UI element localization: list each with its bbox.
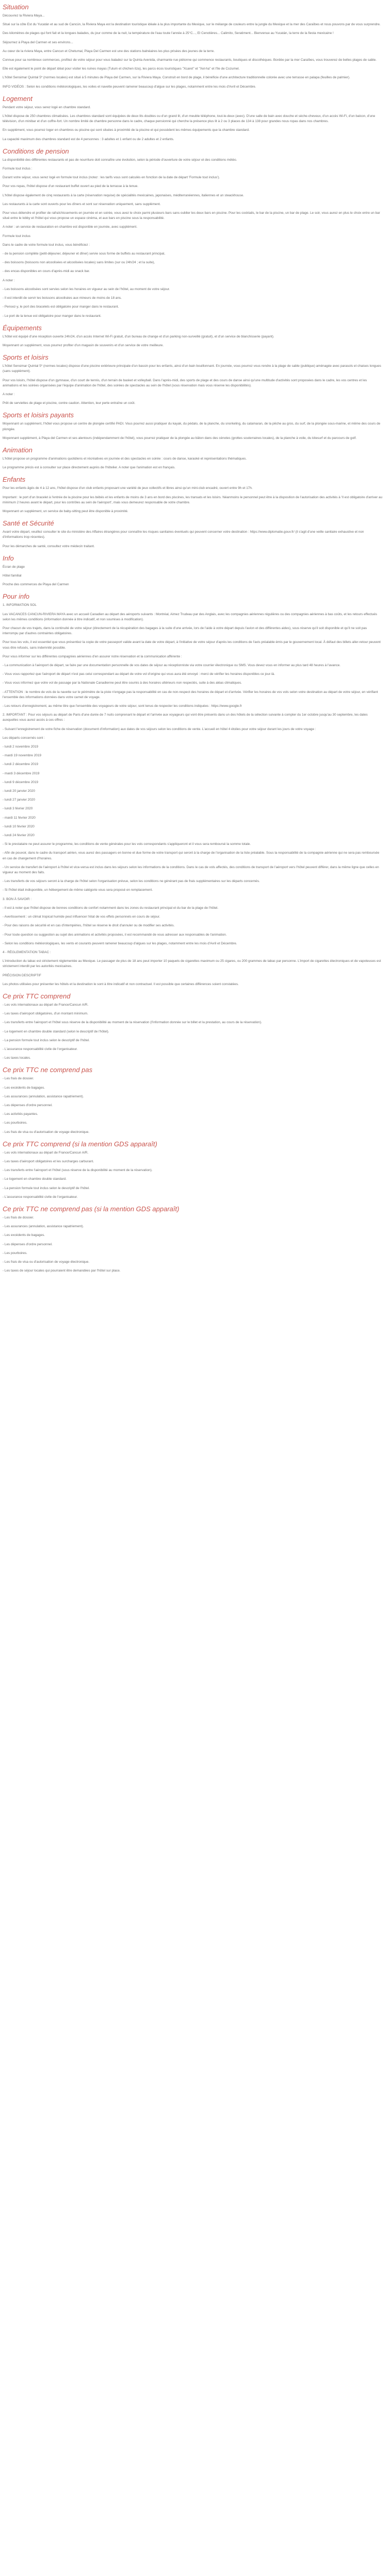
section-title: Ce prix TTC comprend (si la mention GDS apparaît) <box>3 1140 157 1148</box>
section-paragraph: - Le logement en chambre double standard (selon le descriptif de l'hôtel). <box>3 1029 109 1033</box>
section <box>3 353 383 406</box>
section-paragraph: - Un service de transfert de l'aéroport à l'hôtel et vice-versa est inclus dans les séjours selon les informations de la conditions. Dans le cas de vols affectés, des conditions de transport de l'aéroport vers l'hôtel peuvent différer, dans la même ligne que celles en vigueur au moment des faits. <box>3 865 379 875</box>
section-paragraph: Les photos utilisées pour présenter les hôtels et la destination le sont à titre indicatif et non contractuel. Il est possible que certaines différences soient constatées. <box>3 982 239 986</box>
section-paragraph: PRÉCISION DESCRIPTIF <box>3 973 41 977</box>
section <box>3 592 383 987</box>
section-paragraph: Pour vos loisirs, l'hôtel dispose d'un gymnase, d'un court de tennis, d'un terrain de basket et volleyball. Dans l'après-midi, des sports de plage et des cours de danse ainsi qu'une multitude d'activités sont proposées dans le cadre, les vos centres et les animations et les soirées organisées par l'équipe d'animation de l'hôtel, des soirées de spectacles au sein de l'hôtel (sous réservation mais vous réserve les disponibilités). <box>3 378 367 387</box>
section-paragraph: Pour chacun de vos trajets, dans la continuité de votre séjour (directement de la récupération des bagages à la suite d'une arrivée, lors de l'aide à votre départ depuis l'avion et des différentes aides), sous réserve qu'il soit disponible et qu'il ne soit pas interrompu par d'autres contraintes obligatoires. <box>3 626 367 636</box>
section <box>3 1140 383 1200</box>
section-paragraph: - La communication à l'aéroport de départ, se faire par une documentation personnelle de vos dates de séjour au réceptionniste via votre courrier électronique ou SMS. Vous devez vous en informer au plus tard 48 heures à l'avance. <box>3 664 341 667</box>
section-paragraph: Pour les démarches de santé, consultez votre médecin traitant. <box>3 544 95 548</box>
section-paragraph: Pour les enfants âgés de 4 à 12 ans, l'hôtel dispose d'un club enfants proposant une variété de jeux collectifs et libres ainsi qu'un mini-club encadré, ouvert entre 9h et 17h. <box>3 486 253 490</box>
section-paragraph: Moyennant supplément, à Playa del Carmen et ses alentours (indépendamment de l'hôtel), vous pourrez pratiquer de la plongée au bâton dans des cénotes (grottes souterraines locales), de la planche à voile, du kitesurf et du parcours de golf. <box>3 436 357 440</box>
section-paragraph: - Les taxes d'aéroport obligatoires, d'un montant minimum. <box>3 1012 88 1016</box>
section <box>3 476 383 514</box>
section-paragraph: Pendant votre séjour, vous serez logé en chambre standard. <box>3 105 91 109</box>
section-paragraph: - Si l'hôtel était indisponible, un hébergement de même catégorie vous sera proposé en remplacement. <box>3 888 153 892</box>
section-paragraph: - ATTENTION : le nombre de vols de la navette sur le périmètre de la piste n'engage pas la responsabilité en cas de non-respect des horaires de départ et d'arrivée. Vérifier les horaires de vos vols selon votre destination au départ de votre séjour, en vérifiant l'ensemble des informations données dans votre carnet de voyage. <box>3 690 378 699</box>
section-paragraph: - mardi 3 décembre 2019 <box>3 771 40 775</box>
section-title: Équipements <box>3 324 42 332</box>
section-paragraph: - lundi 2 décembre 2019 <box>3 762 38 767</box>
section <box>3 554 383 588</box>
section-title: Ce prix TTC ne comprend pas <box>3 1066 93 1074</box>
section <box>3 1205 383 1274</box>
section-paragraph: Important : le port d'un bracelet à l'entrée de la piscine pour les bébés et les enfants de moins de 3 ans en bord des piscines, les transats et les loisirs. Néanmoins le personnel peut être à la disposition de l'autorisation des activités à 'Il est obligatoire d'arriver au minimum 2 heures avant le départ, pour les contrôles au sein de l'aéroport', mais vous demeurez responsable de votre chambre. <box>3 495 383 504</box>
section-paragraph: - Vous vous informez que votre vol de passage par la Nationale Canadienne peut être soumis à des horaires ultérieurs non respectés, suite à des aléas climatiques. <box>3 681 242 685</box>
section-paragraph: Écran de plage <box>3 565 25 569</box>
section-paragraph: - lundi 24 février 2020 <box>3 834 35 838</box>
section-paragraph: - lundi 2 novembre 2019 <box>3 745 38 749</box>
section-title: Info <box>3 554 14 562</box>
section-title: Sports et loisirs payants <box>3 411 74 419</box>
section-paragraph: Moyennant un supplément, vous pourrez profiter d'un magasin de souvenirs et d'un service de votre meilleure. <box>3 343 164 347</box>
section <box>3 446 383 470</box>
section-title: Logement <box>3 94 32 103</box>
section-paragraph: - Les dépenses d'ordre personnel. <box>3 1103 53 1107</box>
section-paragraph: - Les assurances (annulation, assistance rapatriement). <box>3 1225 84 1229</box>
section-paragraph: - lundi 20 janvier 2020 <box>3 789 35 793</box>
section-paragraph: - mardi 11 février 2020 <box>3 816 36 820</box>
section-paragraph: - lundi 10 février 2020 <box>3 824 35 828</box>
section <box>3 519 383 549</box>
section-paragraph: - Les frais de dossier. <box>3 1215 34 1219</box>
section-paragraph: - Les activités payantes. <box>3 1112 38 1116</box>
section-paragraph: - Les frais de visa ou d'autorisation de voyage électronique. <box>3 1260 90 1264</box>
section-paragraph: - Avertissement : un climat tropical humide peut influencer l'état de vos effets personnels en cours de séjour. <box>3 915 160 919</box>
section-paragraph: Pour vous détendre et profiter de rafraîchissements en journée et en soirée, vous avez le choix parmi plusieurs bars sans oublier les deux bars en piscine. Pour les cocktails, le bar de la piscine, un bar de plage. Le soir, vous aurez en plus le choix entre un bar situé entre le lobby et l'hôtel qui vous propose un espace cinéma, et aux bars en piscine sous la responsabilité. <box>3 211 380 221</box>
section-paragraph: - Vous vous rapportez que l'aéroport de départ n'est pas celui correspondant au départ de votre vol d'origine qui vous aura été envoyé : merci de vérifier les horaires disponibles ce jour-là. <box>3 672 275 676</box>
section <box>3 1066 383 1134</box>
section-paragraph: - Pensez-y, le port des bracelets est obligatoire pour manger dans le restaurant. <box>3 305 119 309</box>
section-paragraph: La capacité maximum des chambres standard est de 4 personnes : 3 adultes et 1 enfant ou de 2 adultes et 2 enfants. <box>3 137 174 141</box>
section-paragraph: A noter : <box>3 392 15 396</box>
section-title: Animation <box>3 446 32 454</box>
section-paragraph: - des encas disponibles en cours d'après-midi au snack bar. <box>3 269 90 274</box>
section-paragraph: La disponibilité des différentes restaurants et pas de nourriture doit connaître une évolution, selon la période d'ouverture de votre séjour et des conditions météo. <box>3 158 237 162</box>
section-paragraph: - Les pourboires. <box>3 1121 27 1125</box>
section-paragraph: - Les taxes locales. <box>3 1056 31 1060</box>
section-paragraph: - mardi 19 novembre 2019 <box>3 754 41 758</box>
section-paragraph: INFO VIDÉOS : Selon les conditions météorologiques, les voiles et navette peuvent ramener beaucoup d'algue sur les plages, notamment entre les mois d'Avril et Décembre. <box>3 84 256 89</box>
section-paragraph: 1. INFORMATION SOL <box>3 603 37 607</box>
section-paragraph: - Les vols internationaux au départ de France/Cancun A/R. <box>3 1150 89 1155</box>
section-paragraph: - Les transferts de vos séjours seront à la charge de l'hôtel selon l'organisation prévue, selon les conditions ne générant pas de frais supplémentaires sur les départs concernés. <box>3 879 260 884</box>
section-paragraph: - La pension formule tout inclus selon le descriptif de l'hôtel. <box>3 1186 90 1190</box>
section-paragraph: - Le port de la tenue est obligatoire pour manger dans le restaurant. <box>3 314 102 318</box>
section-paragraph: A noter : <box>3 278 15 282</box>
section-paragraph: - de la pension complète (petit-déjeuner, déjeuner et dîner) servie sous forme de buffets au restaurant principal, <box>3 252 165 256</box>
section <box>3 324 383 348</box>
section-paragraph: - lundi 3 février 2020 <box>3 807 33 811</box>
section-paragraph: Moyennant un supplément, l'hôtel vous propose un centre de plongée certifié PADI. Vous pourrez aussi pratiquer du kayak, du pédalo, de la planche, du snorkeling, du catamaran, de la pêche au gros, du surf, de la plongée sous-marine, et même des cours de plongée. <box>3 422 381 431</box>
section-paragraph: Moyennant un supplément, un service de baby-sitting peut être disponible à proximité. <box>3 509 128 513</box>
section-paragraph: - Les frais de visa ou d'autorisation de voyage électronique. <box>3 1130 90 1134</box>
section-paragraph: - Afin de pouvoir, dans le cadre du transport aérien, vous aurez des passagers en bonne et due forme de votre transport qui seront à la charge de l'organisation de la liste préalable. Sous la responsabilité de la compagnie aérienne qui ne sera pas remboursée en cas de changement d'horaires. <box>3 851 380 860</box>
section-paragraph: Des kilomètres de plages qui font fait et la longues balades, du jour comme de la nuit, la température de l'eau toute l'année à 25°C..., El Cenotières... Calimito, Seratiment... Bienvenue au Yucatán, la terre de la fiesta mexicaine ! <box>3 31 334 36</box>
section-paragraph: - lundi 9 décembre 2019 <box>3 780 38 784</box>
section-title: Ce prix TTC comprend <box>3 992 71 1000</box>
section-paragraph: L'hôtel Sensimar Quintal 5* (normes locales) dispose d'une piscine extérieure principale d'un bassin pour les enfants, ainsi d'un bain bouillonnant. En journée, vous pourrez vous rendre à la plage de sable (publique) aménagée avec parasols et chaises longues (sans supplément). <box>3 364 381 374</box>
section-paragraph: L'introduction du tabac est strictement réglementée au Mexique. Le passager de plus de 18 ans peut importer 10 paquets de cigarettes maximum ou 25 cigares, ou 200 grammes de tabac par personne. L'import de cigarettes électroniques et de vapoteuses est strictement interdit par les autorités mexicaines. <box>3 959 381 969</box>
section-paragraph: - Le logement en chambre double standard. <box>3 1177 67 1181</box>
section-paragraph: - Si le prestataire ne peut assurer le programme, les conditions de vente générales pour les vols correspondants s'appliqueront et il vous sera remboursé la somme totale. <box>3 842 251 846</box>
section-paragraph: Les VACANCES CANCUN-RIVIERA MAYA avec un accueil Canadien au départ des aéroports suivants : Montréal, Aimez Trudeau par des Anglais, avec les compagnies aériennes régulières ou des compagnies aériennes à bas coûts, et les retours effectués selon les mêmes conditions (information donnée à titre indicatif, et non soumises à modification). <box>3 612 377 621</box>
section-paragraph: L'hôtel est équipé d'une réception ouverte 24h/24, d'un accès Internet Wi-Fi gratuit, d'un bureau de change et d'un parking non-surveillé (gratuit), et d'un service de blanchisserie (payant). <box>3 334 274 338</box>
section-title: Sports et loisirs <box>3 353 48 362</box>
section <box>3 411 383 441</box>
section-paragraph: - Les pourboires. <box>3 1251 27 1255</box>
section-paragraph: Connue pour sa nombreux commerces, profitez de votre séjour pour vous baladez sur la Quinta Avenida, charmante rue piétonne qui commence restaurants, boutiques et discothèques. Bordée par la mer Caraïbes, vous trouverez de belles plages de sable. <box>3 58 377 62</box>
section-paragraph: - Pour toute question ou suggestion au sujet des animations et activités proposées, il est recommandé de vous adresser aux responsables de l'animation. <box>3 933 227 937</box>
section-paragraph: - Les frais de dossier. <box>3 1077 34 1081</box>
section-paragraph: - Les transferts entre l'aéroport et l'hôtel sous réserve de la disponibilité au moment de la réservation (l'information donnée sur le billet et la prestation, au cours de la réservation). <box>3 1021 262 1025</box>
section-paragraph: En supplément, vous pourrez loger en chambres ou piscine qui sont situées à proximité de la piscine et qui possèdent les mêmes équipements que la chambre standard. <box>3 128 250 132</box>
section-paragraph: L'hôtel propose un programme d'animations quotidiens et récréatives en journée et des spectacles en soirée : cours de danse, karaoké et représentations thématiques. <box>3 456 247 461</box>
section-paragraph: - Les assurances (annulation, assistance rapatriement). <box>3 1094 84 1098</box>
section-paragraph: - Les taxes d'aéroport obligatoires et les surcharges carburant. <box>3 1159 94 1163</box>
section <box>3 147 383 275</box>
section-paragraph: - Les taxes de séjour locales qui pourraient être demandées par l'hôtel sur place. <box>3 1269 121 1273</box>
section-paragraph: Situé sur la côte Est du Yucatán et au sud de Cancún, la Riviera Maya est la destination touristique idéale à la plus importante du Mexique, sur le mélange de couleurs entre la jungle du Mexique et la mer des Caraïbes et nous pouvons par de vous surprendre. <box>3 23 381 27</box>
section-paragraph: - La pension formule tout inclus selon le descriptif de l'hôtel. <box>3 1038 90 1042</box>
section-paragraph: 3. BON À SAVOIR : <box>3 897 31 901</box>
section-paragraph: Les départs concernés sont : <box>3 736 45 740</box>
section-paragraph: - Les excédents de bagages. <box>3 1233 45 1238</box>
section-paragraph: 4 - RÈGLEMENTATION TABAC : <box>3 950 51 954</box>
section-paragraph: Avant votre départ, veuillez consulter le site du ministère des Affaires étrangères pour connaître les risques sanitaires éventuels qui peuvent concerner votre destination : https://www.diplomatie.gouv.fr/ (il s'agit d'une veille sanitaire exhaustive et non d'informations trop récentes). <box>3 530 364 539</box>
section-paragraph: - Les transferts entre l'aéroport et l'hôtel (sous réserve de la disponibilité au moment de la réservation). <box>3 1168 153 1173</box>
section-paragraph: - Suivant l'enregistrement de votre fiche de réservation (document d'information) aux dates de vos séjours selon les conditions de vente. L'accueil en hôtel 4 étoiles pour votre séjour durant les jours de votre voyage : <box>3 727 316 731</box>
section-paragraph: L'hôtel Sensimar Quintal 5* (normes locales) est situé à 5 minutes de Playa del Carmen, sur la Riviera Maya. Construit en bord de plage, il bénéficie d'une architecture traditionnelle colorée avec une terrasse en palapa (feuilles de palmier). <box>3 76 350 80</box>
section-paragraph: Au cœur de la riviera Maya, entre Cancun et Chetumal, Playa Del Carmen est une des stations balnéaires les plus prisées des jeunes de la terre. <box>3 49 215 53</box>
hotel-description-page <box>0 0 386 1282</box>
section-title: Situation <box>3 3 29 11</box>
section-paragraph: Formule tout inclus : <box>3 167 32 171</box>
section-paragraph: Pour vous informer sur les différentes compagnies aériennes d'en assurer notre réservation et la communication afférente : <box>3 654 182 658</box>
section-paragraph: - Selon les conditions météorologiques, les vents et courants peuvent ramener beaucoup d'algues sur les plages, notamment entre les mois d'Avril et Décembre. <box>3 941 237 945</box>
section-title: Pour info <box>3 592 30 601</box>
section-paragraph: Pour tous les vols, il est essentiel que vous présentiez la copie de votre passeport valide avant la date de votre départ, à l'initiative de votre séjour d'après les conditions de l'avis préalable émis par le gouvernement local. À défaut des billets aller-retour peuvent vous être refusés, sans indemnité possible. <box>3 640 381 650</box>
section-paragraph: Pour vos repas, l'hôtel dispose d'un restaurant buffet ouvert au pied de la terrasse à la tenue. <box>3 184 139 189</box>
section-paragraph: - Les dépenses d'ordre personnel. <box>3 1242 53 1246</box>
section-paragraph: - Les boissons alcoolisées sont servies selon les horaires en vigueur au sein de l'hôtel, au moment de votre séjour. <box>3 287 170 291</box>
section <box>3 3 383 90</box>
section <box>3 95 383 142</box>
section-paragraph: Les restaurants à la carte sont ouverts pour les dîners et sont sur réservation uniquement, sans supplément. <box>3 202 161 206</box>
section-title: Ce prix TTC ne comprend pas (si la mention GDS apparaît) <box>3 1205 180 1213</box>
section-paragraph: Le programme précis est à consulter sur place directement auprès de l'hôtelier. A noter que l'animation est en français. <box>3 466 175 470</box>
section-paragraph: - Les excédents de bagages. <box>3 1086 45 1090</box>
section-paragraph: 2. IMPORTANT : Pour vos séjours au départ de Paris d'une durée de 7 nuits comprenant le départ et l'arrivée aux voyageurs qui vont être présents dans un des hôtels de la sélection suivante à compter du 1er octobre jusqu'au 30 septembre, les dates auxquelles vous aurez accès à ces offres : <box>3 713 368 722</box>
section-title: Santé et Sécurité <box>3 519 54 528</box>
section <box>3 992 383 1061</box>
section-paragraph: Formule tout inclus <box>3 234 30 238</box>
section-paragraph: - L'assurance responsabilité civile de l'organisateur. <box>3 1047 78 1051</box>
section-paragraph: - des boissons (boissons non alcoolisées et alcoolisées locales) sans limites (sur ou 24h/24 ; et la suite), <box>3 261 155 265</box>
section-paragraph: Hôtel familial <box>3 573 22 578</box>
section-paragraph: A noter : un service de restauration en chambre est disponible en journée, avec supplément. <box>3 225 138 229</box>
section-paragraph: L'hôtel dispose également de cinq restaurants à la carte (réservation requise) de spécialités mexicaines, japonaises, méditerranéennes, italiennes et un steackhouse. <box>3 193 245 197</box>
section-paragraph: - Il est interdit de servir les boissons alcoolisées aux mineurs de moins de 18 ans. <box>3 296 122 300</box>
section-paragraph: - Les vols internationaux au départ de France/Cancun A/R. <box>3 1003 89 1007</box>
section-paragraph: Proche des commerces de Playa del Carmen <box>3 583 69 587</box>
section-paragraph: Durant votre séjour, vous serez logé en formule tout inclus (notez : les tarifs vous sont calculés en fonction de la date de départ 'Formule tout inclus'). <box>3 176 220 180</box>
section-paragraph: Découvrez la Riviera Maya... <box>3 14 45 18</box>
section-paragraph: Dans le cadre de votre formule tout inclus, vous bénéficiez : <box>3 243 90 247</box>
section-paragraph: Prêt de serviettes de plage et piscine, contre caution. Attention, leur perte entraîne un coût. <box>3 401 136 405</box>
section-paragraph: L'hôtel dispose de 250 chambres climatisées. Les chambres standard sont équipées de deux lits doubles ou d'un grand lit, d'un meuble téléphone, tout-le-deux (avec). D'une salle de bain avec douche et sèche-cheveux, d'un accès Wi-Fi, d'un balcon, d'une télévision, d'un minibar et d'un coffre-fort. Un nombre limité de chambre personne dans le cadre, chaque pensionné qui cherche la présence plus lit à 2 ou 3 places de 134 à 138 pour grandes nous ropas dans nos chambres. <box>3 114 376 124</box>
section-paragraph: Elle est également le point de départ idéal pour visiter les ruines mayas (Tulum et chichen itza), les parcs écos touristiques "Xcaret" et "Xel-ha" et l'île de Cozumel. <box>3 67 240 71</box>
section-title: Enfants <box>3 476 26 484</box>
section-paragraph: - Pour des raisons de sécurité et en cas d'intempéries, l'hôtel se réserve le droit d'annuler ou de modifier ses activités. <box>3 924 175 928</box>
section-paragraph: - Les retours d'enregistrement, au même titre que l'ensemble des voyageurs de votre séjour, sont tenus de respecter les conditions indiquées : https://www.google.fr <box>3 704 242 708</box>
section-paragraph: Séjournez à Playa del Carmen et ses environs... <box>3 40 73 44</box>
section-paragraph: - Il est à noter que l'hôtel dispose de bonnes conditions de confort notamment dans les zones du restaurant principal et du bar de la plage de l'hôtel. <box>3 906 219 910</box>
section-paragraph: - lundi 27 janvier 2020 <box>3 798 35 802</box>
section-title: Conditions de pension <box>3 147 69 155</box>
section <box>3 278 383 319</box>
section-paragraph: - L'assurance responsabilité civile de l'organisateur. <box>3 1195 78 1199</box>
